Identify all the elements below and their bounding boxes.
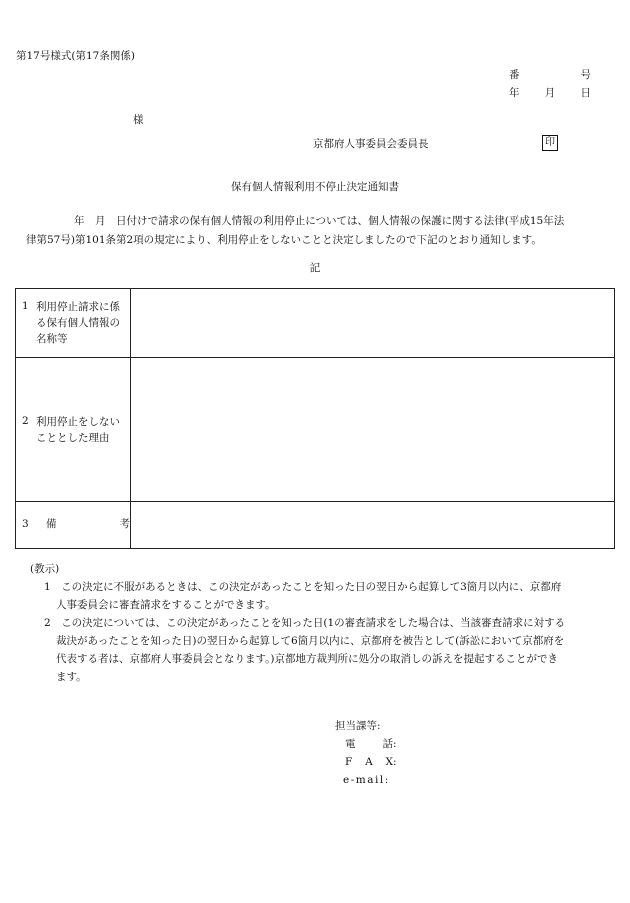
- contact-colon: :: [393, 756, 397, 768]
- contact-row-fax: [335, 753, 399, 771]
- notice-item-number: 1: [44, 581, 51, 593]
- body-line-1: 年 月 日付けで請求の保有個人情報の利用停止については、個人情報の保護に関する法律(平成15年法: [74, 215, 565, 227]
- table-row: [16, 358, 615, 502]
- contact-phone-label: 電 話: [345, 738, 393, 750]
- addressee-suffix: 様: [133, 114, 144, 126]
- contact-row-dept: [335, 717, 399, 735]
- number-label-left: 番: [509, 69, 520, 81]
- sender-name: 京都府人事委員会委員長: [313, 138, 429, 150]
- document-number-line: [509, 68, 591, 83]
- notice-item: [30, 578, 620, 614]
- contact-colon: :: [377, 720, 381, 732]
- contact-row-phone: [335, 735, 399, 753]
- number-label-right: 号: [580, 69, 591, 81]
- row-value-cell: [131, 358, 615, 502]
- table-row: [16, 502, 615, 549]
- date-day: 日: [580, 87, 591, 99]
- row-label: 利用停止請求に係る保有個人情報の名称等: [36, 301, 120, 345]
- row-number: 3: [22, 518, 29, 531]
- contact-email-label: e-mail: [343, 774, 385, 786]
- contact-colon: :: [393, 738, 397, 750]
- notice-item-line: 2 この決定については、この決定があったことを知った日(1の審査請求をした場合は、当該審査請求に対する: [44, 617, 566, 629]
- contact-block: [335, 717, 399, 789]
- row-label-cell: [16, 289, 131, 358]
- body-line-2: 律第57号)第101条第2項の規定により、利用停止をしないことと決定しましたので下記のとおり通知します。: [26, 234, 542, 246]
- contact-dept-label: 担当課等: [335, 720, 377, 732]
- date-month: 月: [544, 87, 556, 99]
- notice-item-line: 人事委員会に審査請求をすることができます。: [56, 599, 276, 611]
- row-value-cell: [131, 502, 615, 549]
- ki-heading: 記: [309, 262, 321, 274]
- contact-colon: :: [384, 774, 389, 786]
- seal-mark: 印: [542, 135, 558, 151]
- row-number: 2: [22, 414, 29, 427]
- notice-item-line: 1 この決定に不服があるときは、この決定があったことを知った日の翌日から起算して3箇月以内に、京都府: [44, 581, 562, 593]
- notice-item-line: 代表する者は、京都府人事委員会となります。)京都地方裁判所に処分の取消しの訴えを提起することができ: [56, 653, 559, 665]
- row-label-part-b: 考: [119, 518, 130, 531]
- row-label-part-a: 備: [46, 518, 57, 531]
- row-number: 1: [22, 300, 29, 312]
- notice-item-number: 2: [44, 617, 51, 629]
- notice-item: [30, 614, 620, 686]
- form-number: 第17号様式(第17条関係): [16, 50, 135, 62]
- notice-section: [30, 560, 620, 686]
- notice-item-line: 裁決があったことを知った日)の翌日から起算して6箇月以内に、京都府を被告として(訴訟において京都府を: [56, 635, 565, 647]
- details-table: [15, 288, 615, 549]
- notice-heading: (教示): [30, 563, 60, 575]
- table-row: [16, 289, 615, 358]
- row-value-cell: [131, 289, 615, 358]
- body-paragraph: [26, 212, 616, 250]
- row-label-cell: [16, 358, 131, 502]
- contact-row-email: [335, 771, 399, 789]
- row-label-cell: [16, 502, 131, 549]
- document-title: 保有個人情報利用不停止決定通知書: [231, 181, 399, 193]
- date-year: 年: [509, 87, 520, 99]
- date-line: [509, 86, 591, 101]
- contact-fax-label: F A X: [345, 756, 393, 768]
- row-label: [36, 517, 130, 532]
- row-label: 利用停止をしないこととした理由: [36, 415, 120, 444]
- notice-item-line: ます。: [56, 671, 87, 683]
